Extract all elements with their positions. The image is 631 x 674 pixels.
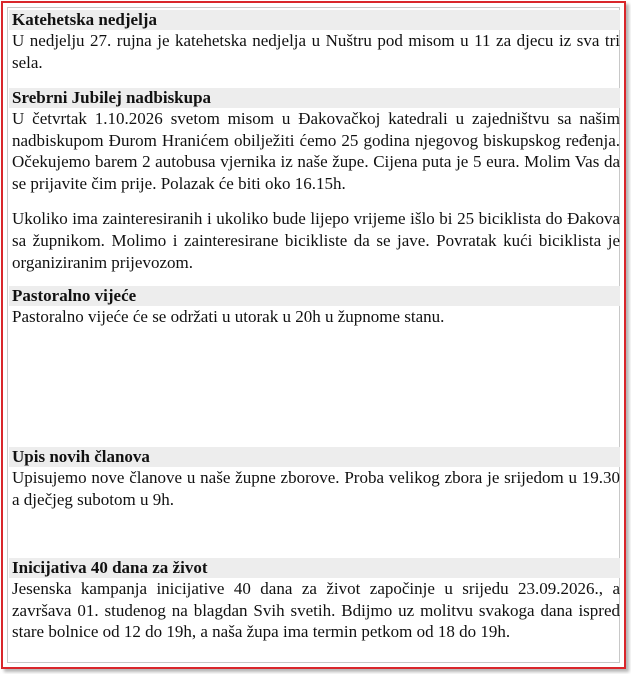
section-srebrni-jubilej — [9, 88, 620, 273]
section-paragraph: U nedjelju 27. rujna je katehetska nedjelja u Nuštru pod misom u 11 za djecu iz sva tri sela. — [12, 31, 620, 72]
section-inicijativa-40-dana — [9, 558, 620, 643]
section-paragraph: Jesenska kampanja inicijative 40 dana za život započinje u srijedu 23.09.2026., a završava 01. studenog na blagdan Svih svetih. Bdijmo uz molitvu svakoga dana ispred stare bolnice od 12 do 19h, a naša župa ima termin petkom od 18 do 19h. — [12, 579, 620, 642]
section-paragraph: U četvrtak 1.10.2026 svetom misom u Đakovačkoj katedrali u zajedništvu sa našim nadbiskupom Đurom Hranićem obilježiti ćemo 25 godina njegovog biskupskog ređenja. Očekujemo barem 2 autobusa vjernika iz naše župe. Cijena puta je 5 eura. Molim Vas da se prijavite čim prije. Polazak će biti oko 16.15h. — [12, 109, 620, 193]
section-paragraph: Upisujemo nove članove u naše župne zborove. Proba velikog zbora je srijedom u 19.30 a dječjeg subotom u 9h. — [12, 468, 620, 509]
section-heading: Inicijativa 40 dana za život — [9, 558, 620, 578]
section-heading: Upis novih članova — [9, 447, 620, 467]
section-pastoralno-vijece — [9, 286, 620, 328]
section-heading: Srebrni Jubilej nadbiskupa — [9, 88, 620, 108]
section-paragraph: Pastoralno vijeće će se održati u utorak u 20h u župnome stanu. — [12, 307, 445, 326]
section-katehetska-nedjelja — [9, 10, 620, 73]
section-heading: Katehetska nedjelja — [9, 10, 620, 30]
section-upis-novih-clanova — [9, 447, 620, 510]
section-heading: Pastoralno vijeće — [9, 286, 620, 306]
section-paragraph: Ukoliko ima zainteresiranih i ukoliko bude lijepo vrijeme išlo bi 25 biciklista do Đakova sa župnikom. Molimo i zainteresirane bicikliste da se jave. Povratak kući biciklista je organiziranim prijevozom. — [12, 209, 620, 272]
